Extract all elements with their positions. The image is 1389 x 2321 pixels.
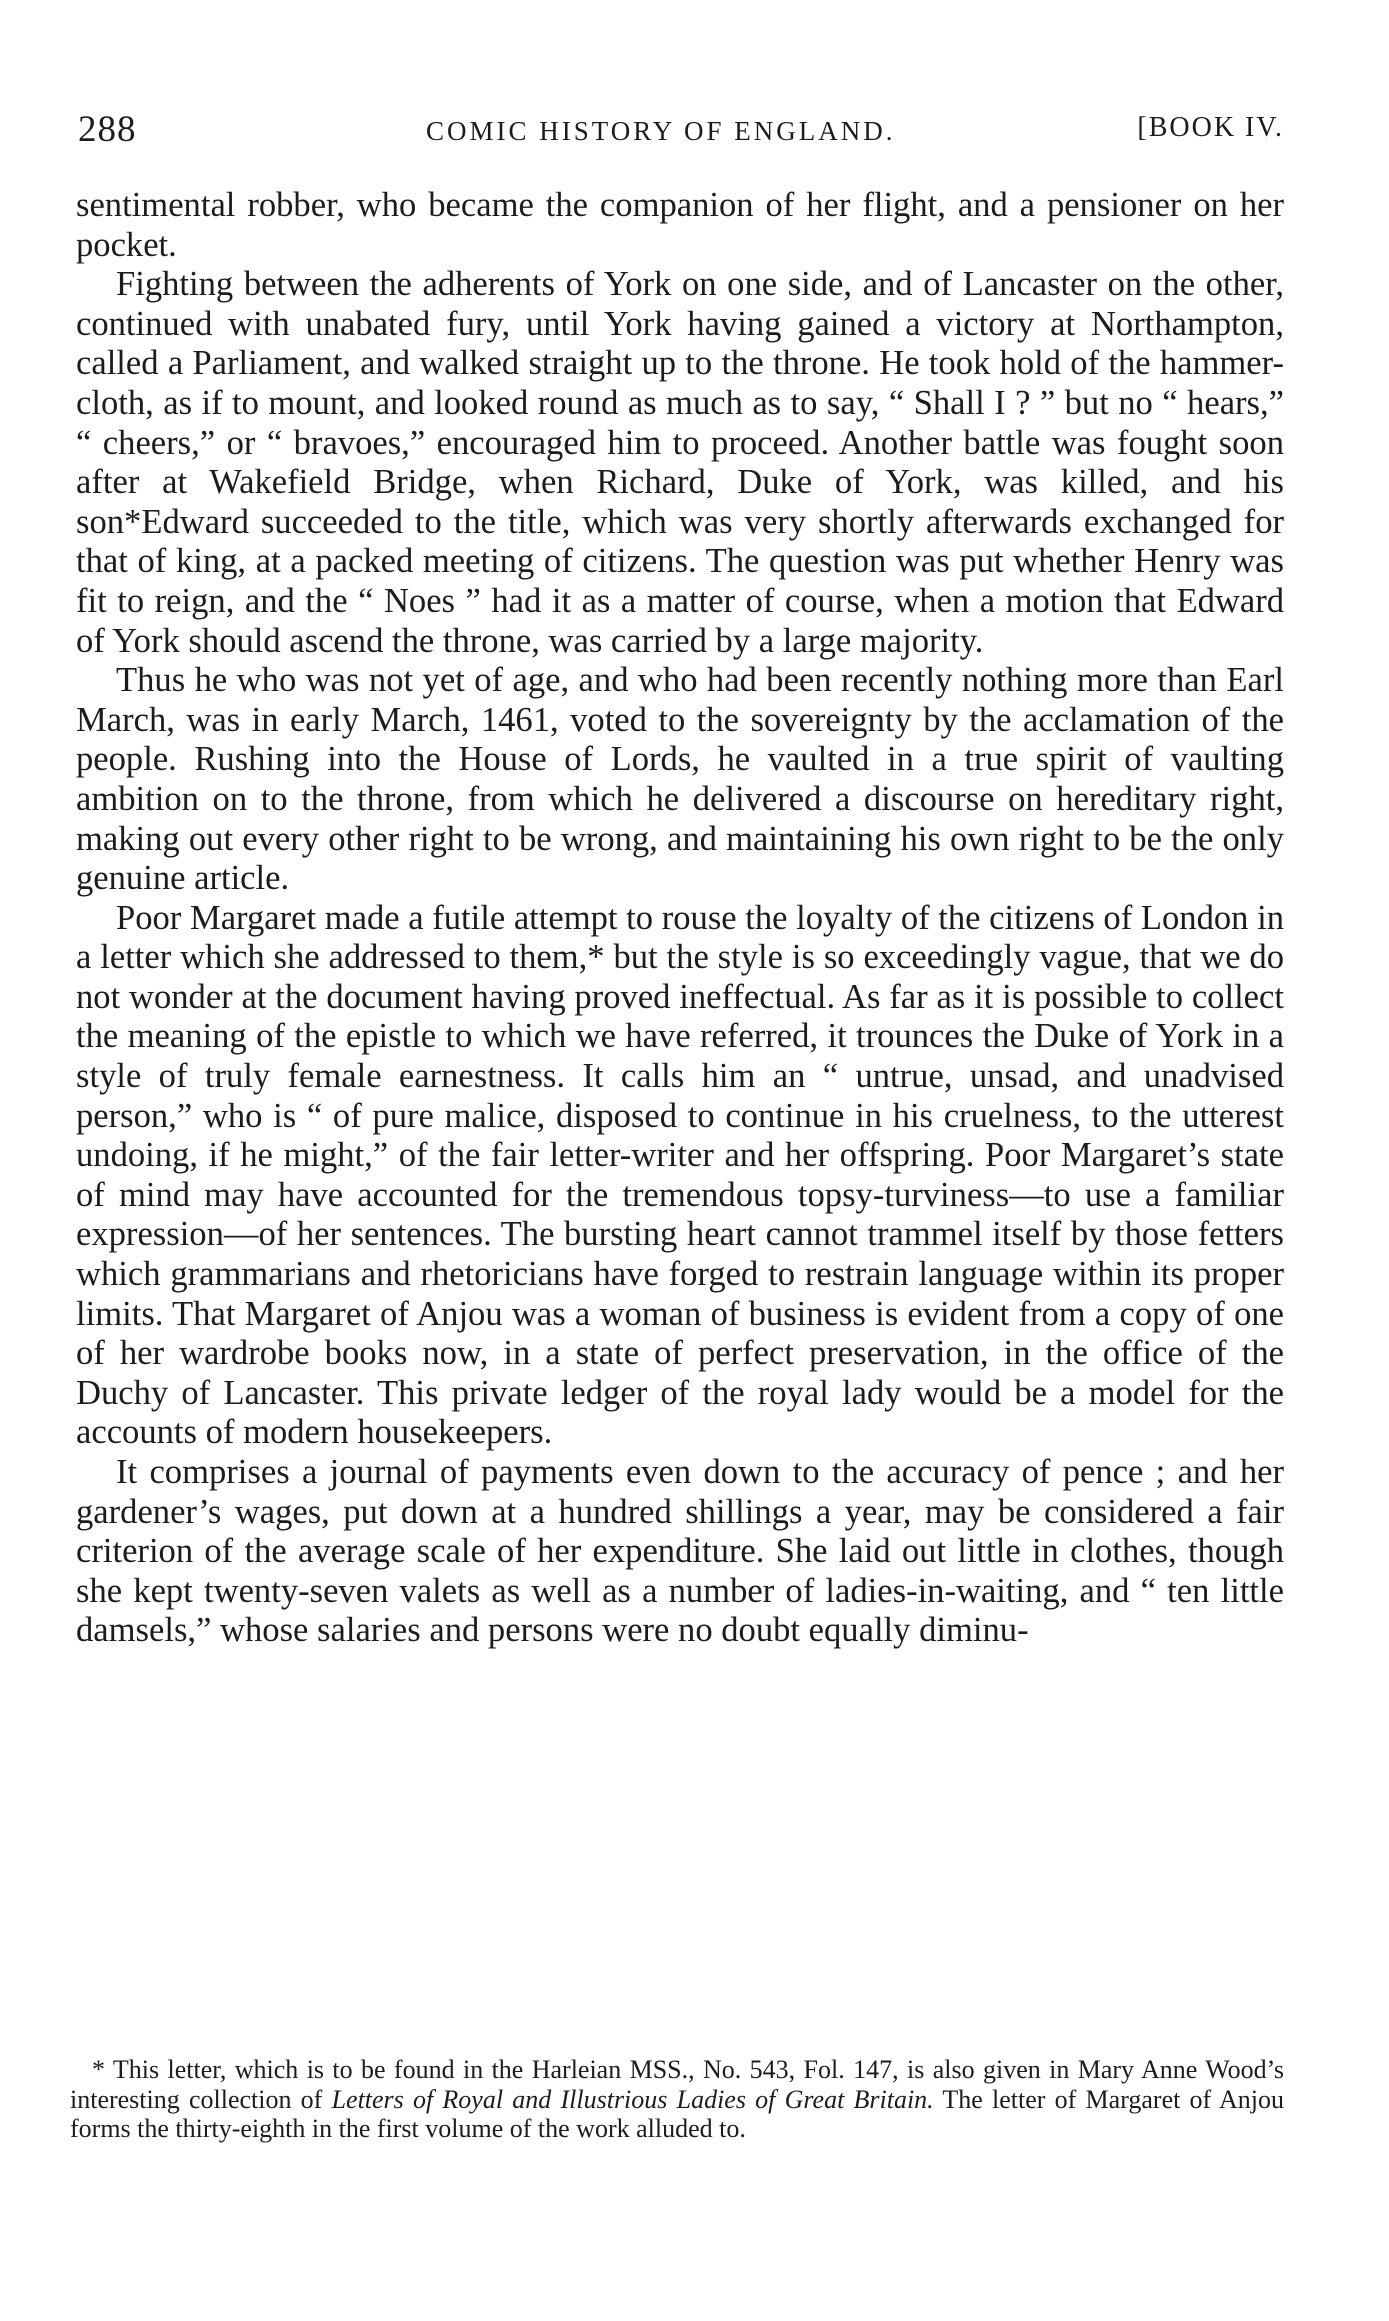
paragraph-4: Poor Margaret made a futile attempt to rouse the loyalty of the citizens of London in a letter which she addressed to them,* but the style is so exceedingly vague, that we do not wonder at the document having proved ineffectual. As far as it is possible to collect the meaning of the epistle to which we have referred, it trounces the Duke of York in a style of truly female earnestness. It calls him an “ untrue, unsad, and unadvised person,” who is “ of pure malice, disposed to continue in his cruelness, to the utterest undoing, if he might,” of the fair letter-writer and her offspring. Poor Margaret’s state of mind may have accounted for the tremendous topsy-turviness—to use a familiar expression—of her sentences. The bursting heart cannot trammel itself by those fetters which grammarians and rhetoricians have forged to restrain language within its proper limits. That Margaret of Anjou was a woman of business is evident from a copy of one of her wardrobe books now, in a state of perfect preservation, in the office of the Duchy of Lancaster. This private ledger of the royal lady would be a model for the accounts of modern housekeepers. bbox=[76, 898, 1284, 1452]
footnote-italic-title: Letters of Royal and Illustrious Ladies of Great Britain. bbox=[331, 2084, 934, 2114]
paragraph-1: sentimental robber, who became the companion of her flight, and a pensioner on her pocket. bbox=[76, 186, 1284, 264]
paragraph-2: Fighting between the adherents of York on one side, and of Lancaster on the other, continued with unabated fury, until York having gained a victory at Northampton, called a Parliament, and walked straight up to the throne. He took hold of the hammer-cloth, as if to mount, and looked round as much as to say, “ Shall I ? ” but no “ hears,” “ cheers,” or “ bravoes,” encouraged him to proceed. Another battle was fought soon after at Wakefield Bridge, when Richard, Duke of York, was killed, and his son*Edward succeeded to the title, which was very shortly afterwards exchanged for that of king, at a packed meeting of citizens. The question was put whether Henry was fit to reign, and the “ Noes ” had it as a matter of course, when a motion that Edward of York should ascend the throne, was carried by a large majority. bbox=[76, 265, 1284, 660]
paragraph-3: Thus he who was not yet of age, and who had been recently nothing more than Earl March, was in early March, 1461, voted to the sovereignty by the acclamation of the people. Rushing into the House of Lords, he vaulted in a true spirit of vaulting ambition on to the throne, from which he delivered a discourse on hereditary right, making out every other right to be wrong, and maintaining his own right to be the only genuine article. bbox=[76, 661, 1284, 898]
footnote-marker: * bbox=[92, 2055, 113, 2084]
running-title: COMIC HISTORY OF ENGLAND. bbox=[426, 116, 896, 146]
book-marker: [BOOK IV. bbox=[1137, 112, 1284, 143]
body-text bbox=[76, 186, 1284, 1651]
footnote-text-after: The letter of Margaret of Anjou forms the thirty-eighth in the first volume of the work alluded to. bbox=[70, 2084, 1284, 2143]
footnote-text-before: This letter, which is to be found in the Harleian MSS., No. 543, Fol. 147, is also given in Mary Anne Wood’s interesting collection of bbox=[70, 2055, 1285, 2114]
running-head bbox=[78, 108, 1284, 152]
page-number: 288 bbox=[78, 109, 137, 150]
footnote bbox=[70, 2055, 1284, 2144]
paragraph-5: It comprises a journal of payments even down to the accuracy of pence ; and her gardener’s wages, put down at a hundred shillings a year, may be considered a fair criterion of the average scale of her expenditure. She laid out little in clothes, though she kept twenty-seven valets as well as a number of ladies-in-waiting, and “ ten little damsels,” whose salaries and persons were no doubt equally diminu- bbox=[76, 1453, 1284, 1650]
